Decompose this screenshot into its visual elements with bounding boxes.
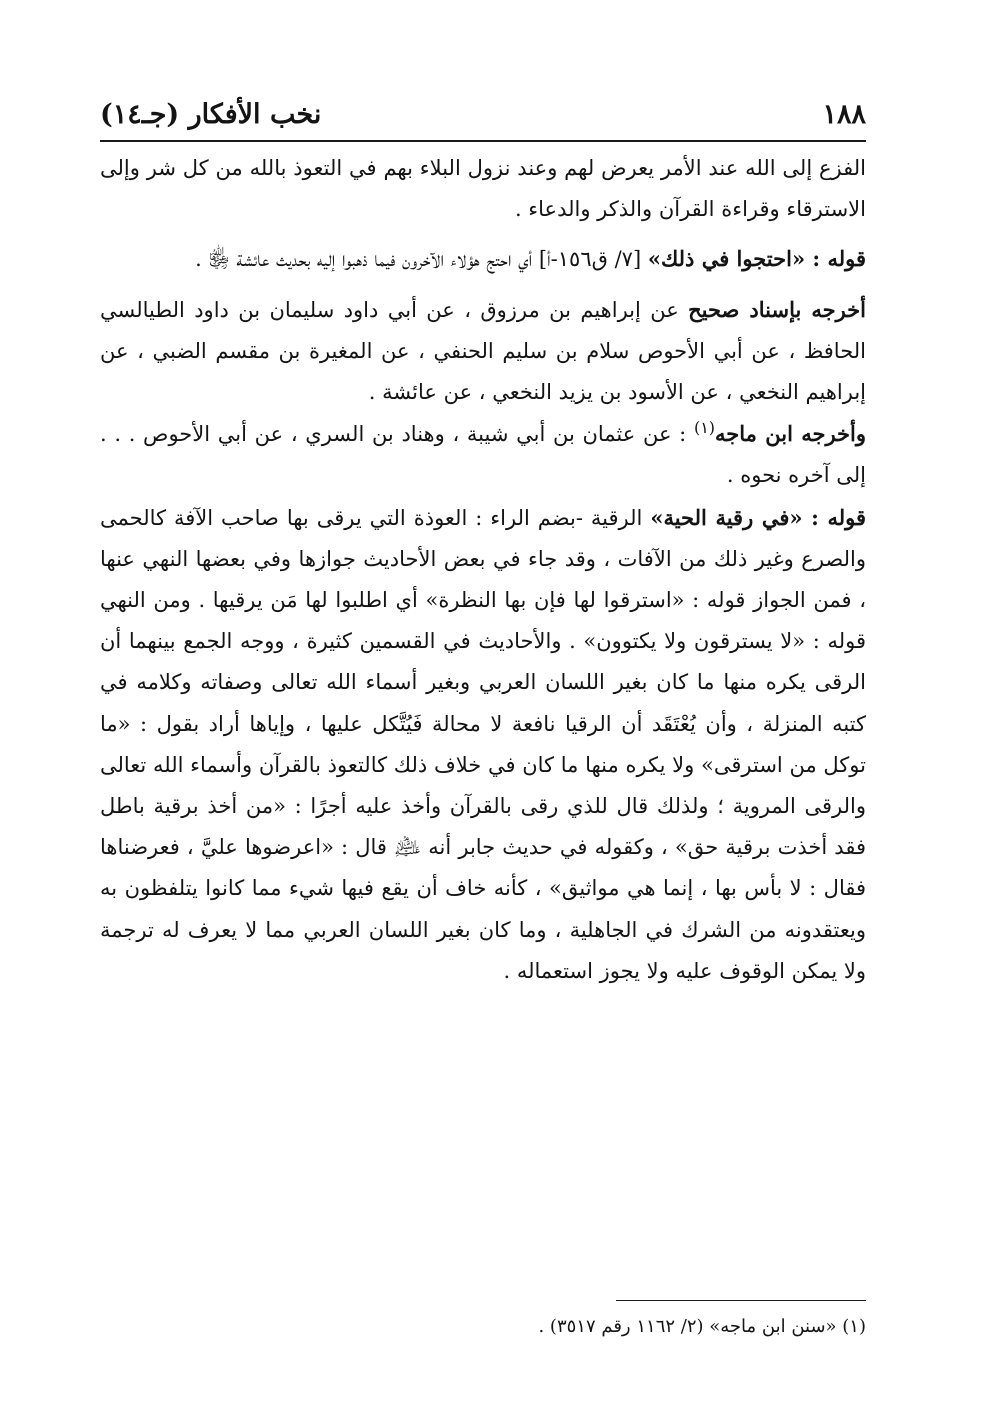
paragraph-2-text: [٧/ ق١٥٦-أ] أي احتج هؤلاء الآخرون فيما ذهبوا إليه بحديث عائشة ﵂ .: [195, 247, 648, 272]
page-number: ١٨٨: [822, 98, 866, 130]
footnote-rule: [616, 1300, 866, 1301]
running-head: [100, 92, 866, 136]
paragraph-1: [100, 148, 866, 230]
footnote-ref: (١): [693, 418, 716, 438]
paragraph-2: [100, 238, 866, 280]
book-title: نخب الأفكار (جـ١٤): [100, 98, 322, 130]
paragraph-5-lead: قوله : «في رقية الحية»: [650, 504, 866, 530]
paragraph-5: [100, 497, 866, 992]
paragraph-3: [100, 289, 866, 414]
paragraph-3-text: عن إبراهيم بن مرزوق ، عن أبي داود سليمان بن داود الطيالسي الحافظ ، عن أبي الأحوص سلام بن سليم الحنفي ، عن المغيرة بن مقسم الضبي ، عن إبراهيم النخعي ، عن الأسود بن يزيد النخعي ، عن عائشة .: [100, 297, 866, 405]
body-text: [100, 148, 866, 992]
paragraph-4-lead: وأخرجه ابن ماجه: [715, 421, 866, 447]
footnote: (١) «سنن ابن ماجه» (٢/ ١١٦٢ رقم ٣٥١٧) .: [538, 1316, 866, 1337]
paragraph-2-lead: قوله : «احتجوا في ذلك»: [647, 246, 866, 272]
paragraph-4-text: : عن عثمان بن أبي شيبة ، وهناد بن السري ، عن أبي الأحوص . . . إلى آخره نحوه .: [100, 422, 866, 488]
paragraph-5-text: الرقية -بضم الراء : العوذة التي يرقى بها صاحب الآفة كالحمى والصرع وغير ذلك من الآفات ، وقد جاء في بعض الأحاديث جوازها وفي بعضها النهي عنها ، فمن الجواز قوله : «استرقوا لها فإن بها النظرة» أي اطلبوا لها مَن يرقيها . ومن النهي قوله : «لا يسترقون ولا يكتوون» . والأحاديث في القسمين كثيرة ، ووجه الجمع بينهما أن الرقى يكره منها ما كان بغير اللسان العربي وبغير أسماء الله تعالى وصفاته وكلامه في كتبه المنزلة ، وأن يُعْتَقَد أن الرقيا نافعة لا محالة فَيُتَّكل عليها ، وإياها أراد بقول : «ما توكل من استرقى» ولا يكره منها ما كان في خلاف ذلك كالتعوذ بالقرآن وأسماء الله تعالى والرقى المروية ؛ ولذلك قال للذي رقى بالقرآن وأخذ عليه أجرًا : «من أخذ برقية باطل فقد أخذت برقية حق» ، وكقوله في حديث جابر أنه ﵇ قال : «اعرضوها عليَّ ، فعرضناها فقال : لا بأس بها ، إنما هي مواثيق» ، كأنه خاف أن يقع فيها شيء مما كانوا يتلفظون به ويعتقدونه من الشرك في الجاهلية ، وما كان بغير اللسان العربي مما لا يعرف له ترجمة ولا يمكن الوقوف عليه ولا يجوز استعماله .: [100, 505, 866, 983]
paragraph-4: [100, 413, 866, 496]
paragraph-3-lead: أخرجه بإسناد صحيح: [688, 296, 866, 322]
paragraph-1-text: الفزع إلى الله عند الأمر يعرض لهم وعند نزول البلاء بهم في التعوذ بالله من كل شر وإلى الاسترقاء وقراءة القرآن والذكر والدعاء .: [100, 156, 866, 222]
header-rule: [100, 140, 866, 142]
